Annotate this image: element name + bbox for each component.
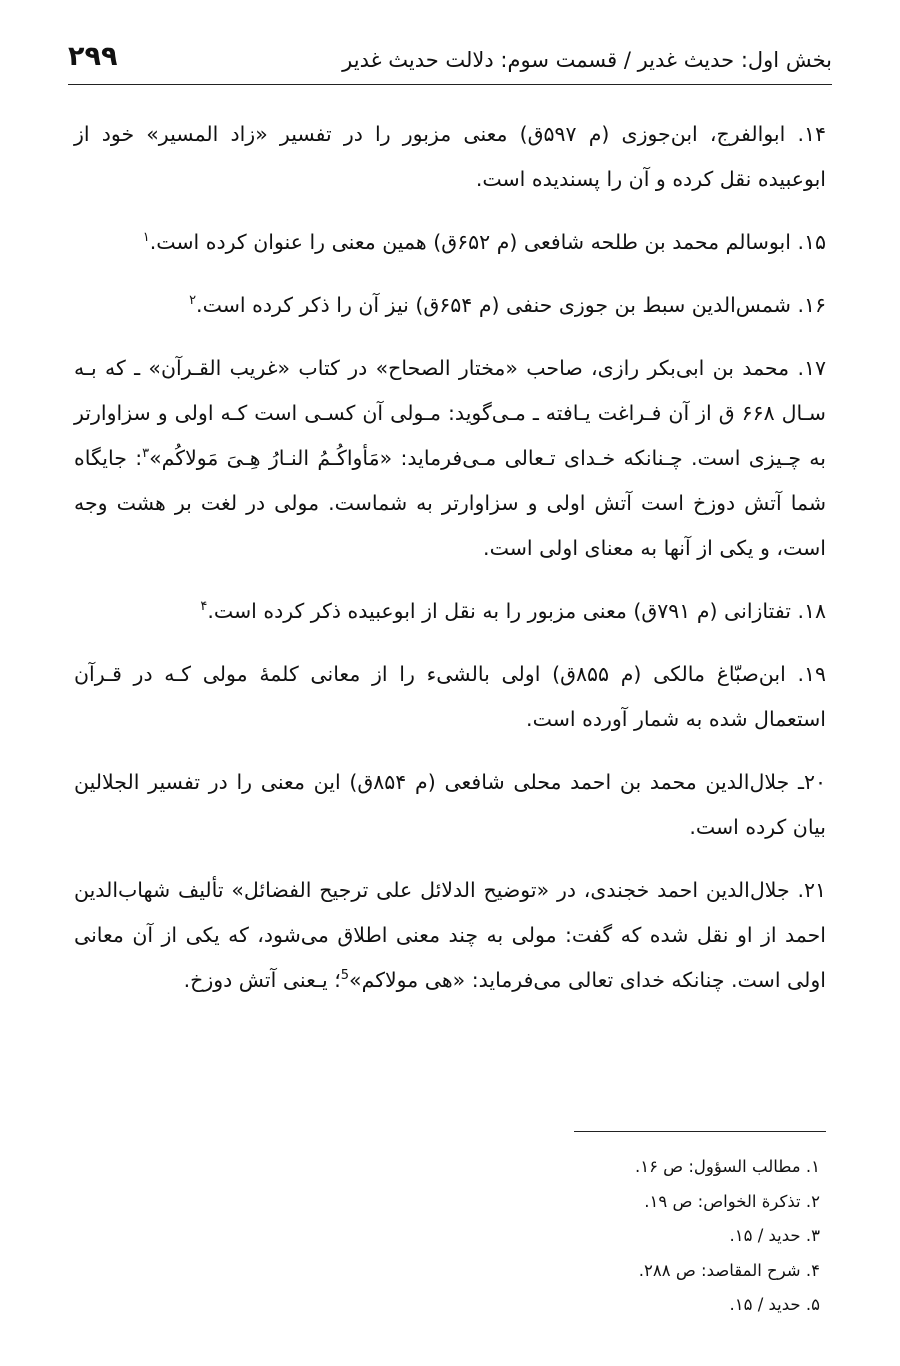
paragraph-20	[74, 760, 826, 850]
paragraph-text: ۱۵. ابوسالم محمد بن طلحه شافعی (م ۶۵۲ق) همین معنی را عنوان کرده است.	[149, 230, 826, 254]
page-number: ۲۹۹	[68, 41, 118, 72]
footnotes	[80, 1150, 820, 1323]
paragraph-text-tail: ؛ یـعنی آتش دوزخ.	[183, 968, 341, 992]
paragraph-18	[74, 589, 826, 634]
paragraph-text: ۲۱. جلال‌الدین احمد خجندی، در «توضیح الدلائل علی ترجیح الفضائل» تألیف شهاب‌الدین احمد از او نقل شده که گفت: مولی به چند معنی اطلاق می‌شود، که یکی از آن معانی اولی است. چنانکه خدای تعالی می‌فرماید: «هی مولاکم»	[74, 878, 826, 992]
paragraph-17	[74, 346, 826, 571]
footnote-item: ۵. حدید / ۱۵.	[729, 1295, 820, 1314]
main-text	[74, 112, 826, 1021]
running-title: بخش اول: حدیث غدیر / قسمت سوم: دلالت حدیث غدیر	[342, 48, 832, 72]
footnote-item: ۳. حدید / ۱۵.	[729, 1226, 820, 1245]
paragraph-text: ۱۷. محمد بن ابی‌بکر رازی، صاحب «مختار الصحاح» در کتاب «غریب القـرآن» ـ که بـه سـال ۶۶۸ ق از آن فـراغت یـافته ـ مـی‌گوید: مـولی آن کسـی است کـه اولی و سزاوارتر به چـیزی است. چـنانکه خـدای تـعالی مـی‌فرماید: «مَأواکُـمُ النـارُ هِـیَ مَولاکُم»	[74, 356, 826, 470]
footnote-item: ۴. شرح المقاصد: ص ۲۸۸.	[638, 1260, 820, 1280]
paragraph-text-tail: : جایگاه شما آتش دوزخ است آتش اولی و سزاوارتر به شماست. مولی در لغت بر هشت وجه است، و یکی از آنها به معنای اولی است.	[74, 446, 826, 560]
footnote-ref: ۴	[200, 599, 208, 615]
paragraph-21	[74, 868, 826, 1003]
paragraph-text: ۱۶. شمس‌الدین سبط بن جوزی حنفی (م ۶۵۴ق) نیز آن را ذکر کرده است.	[196, 293, 826, 317]
paragraph-16	[74, 283, 826, 328]
footnote-ref: 5	[340, 968, 350, 984]
page-header	[68, 38, 832, 85]
paragraph-text: ۱۴. ابوالفرج، ابن‌جوزی (م ۵۹۷ق) معنی مزبور را در تفسیر «زاد المسیر» خود از ابوعبیده نقل کرده و آن را پسندیده است.	[74, 122, 826, 191]
footnote-ref: ۱	[142, 230, 150, 246]
footnote-item: ۲. تذکرة الخواص: ص ۱۹.	[644, 1191, 820, 1211]
paragraph-19	[74, 652, 826, 742]
paragraph-15	[74, 220, 826, 265]
paragraph-text: ۲۰ـ جلال‌الدین محمد بن احمد محلی شافعی (م ۸۵۴ق) این معنی را در تفسیر الجلالین بیان کرده است.	[74, 770, 826, 839]
paragraph-text: ۱۹. ابن‌صبّاغ مالکی (م ۸۵۵ق) اولی بالشیء را از معانی کلمهٔ مولی کـه در قـرآن استعمال شده به شمار آورده است.	[74, 662, 827, 731]
footnote-separator	[574, 1131, 826, 1132]
footnote-item: ۱. مطالب السؤول: ص ۱۶.	[634, 1157, 820, 1176]
footnote-ref: ۲	[189, 293, 197, 309]
paragraph-text: ۱۸. تفتازانی (م ۷۹۱ق) معنی مزبور را به نقل از ابوعبیده ذکر کرده است.	[207, 599, 826, 623]
footnote-ref: ۳	[142, 446, 150, 462]
paragraph-14	[74, 112, 826, 202]
